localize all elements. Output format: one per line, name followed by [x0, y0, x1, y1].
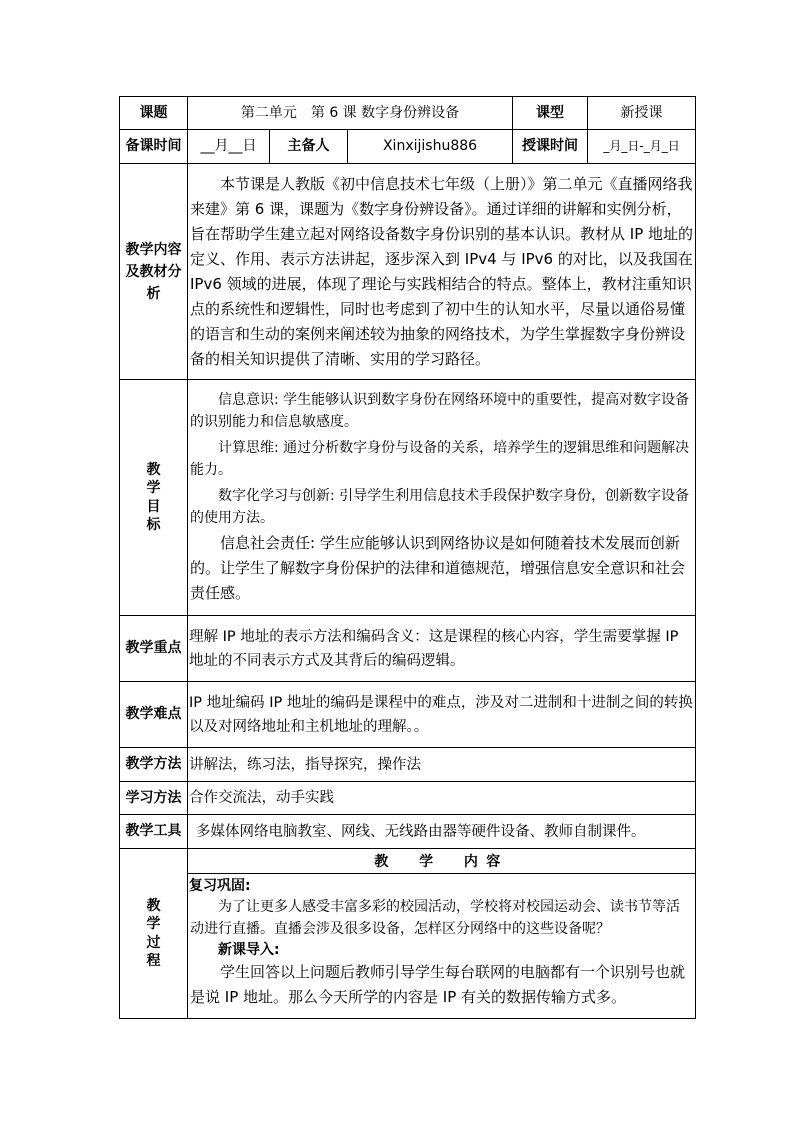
key-points-row	[120, 616, 696, 682]
intro-heading: 新课导入:	[218, 942, 280, 959]
topic-value: 第二单元 第 6 课 数字身份辨设备	[188, 97, 513, 130]
topic-row	[120, 97, 696, 130]
process-row	[120, 849, 696, 1019]
process-label-char: 学	[146, 916, 161, 933]
topic-label: 课题	[120, 97, 188, 130]
preparer-value: Xinxijishu886	[348, 130, 513, 164]
goal-item: 计算思维: 通过分析数字身份与设备的关系，培养学生的逻辑思维和问题解决能力。	[190, 440, 690, 478]
prep-time-label: 备课时间	[120, 130, 188, 164]
tools-label: 教学工具	[120, 815, 188, 849]
tools-cell	[188, 815, 696, 849]
key-points-cell	[188, 616, 696, 682]
teach-time-value: _月_日-_月_日	[588, 130, 696, 164]
intro-text: 学生回答以上问题后教师引导学生每台联网的电脑都有一个识别号也就是说 IP 地址。那么今天所学的内容是 IP 有关的数据传输方式多。	[190, 963, 686, 1007]
goals-label-char: 目	[146, 498, 161, 515]
goals-row	[120, 380, 696, 616]
analysis-row	[120, 164, 696, 380]
difficulties-row	[120, 682, 696, 748]
lesson-plan-table	[119, 96, 696, 1019]
analysis-label: 教学内容及教材分析	[120, 164, 188, 380]
methods-label: 教学方法	[120, 748, 188, 782]
goals-label	[120, 380, 188, 616]
goal-item: 数字化学习与创新: 引导学生利用信息技术手段保护数字身份，创新数字设备的使用方法。	[190, 488, 690, 526]
teach-time-label: 授课时间	[513, 130, 588, 164]
tools-text: 多媒体网络电脑教室、网线、无线路由器等硬件设备、教师自制课件。	[196, 823, 646, 840]
difficulties-text: IP 地址编码 IP 地址的编码是课程中的难点，涉及对二进制和十进制之间的转换以及对网络地址和主机地址的理解。。	[189, 694, 693, 735]
learning-text: 合作交流法，动手实践	[189, 790, 334, 806]
goal-item: 信息社会责任: 学生应能够认识到网络协议是如何随着技术发展而创新的。让学生了解数字身份保护的法律和道德规范，增强信息安全意识和社会责任感。	[190, 534, 686, 602]
learning-cell	[188, 782, 696, 815]
key-points-text: 理解 IP 地址的表示方法和编码含义：这是课程的核心内容，学生需要掌握 IP 地址的不同表示方式及其背后的编码逻辑。	[189, 628, 679, 669]
analysis-cell	[188, 164, 696, 380]
process-label-char: 教	[146, 898, 161, 915]
goals-cell	[188, 380, 696, 616]
content-title: 教 学 内容	[374, 854, 509, 870]
process-divider	[188, 873, 695, 874]
methods-row	[120, 748, 696, 782]
difficulties-cell	[188, 682, 696, 748]
type-value: 新授课	[588, 97, 696, 130]
learning-label: 学习方法	[120, 782, 188, 815]
process-label	[120, 849, 188, 1019]
preparer-label: 主备人	[270, 130, 348, 164]
learning-row	[120, 782, 696, 815]
goals-label-char: 标	[146, 516, 161, 533]
methods-text: 讲解法，练习法，指导探究，操作法	[189, 756, 421, 773]
type-label: 课型	[513, 97, 588, 130]
process-label-char: 过	[146, 934, 161, 951]
key-points-label: 教学重点	[120, 616, 188, 682]
tools-row	[120, 815, 696, 849]
prep-time-value: __月__日	[188, 130, 270, 164]
review-text: 为了让更多人感受丰富多彩的校园活动，学校将对校园运动会、读书节等活动进行直播。直播会涉及很多设备，怎样区分网络中的这些设备呢？	[190, 899, 680, 938]
goal-item: 信息意识: 学生能够认识到数字身份在网络环境中的重要性，提高对数字设备的识别能力和信息敏感度。	[190, 392, 690, 430]
methods-cell	[188, 748, 696, 782]
process-cell	[188, 849, 696, 1019]
goals-label-char: 教	[146, 462, 161, 479]
goals-label-char: 学	[146, 480, 161, 497]
review-heading: 复习巩固:	[189, 878, 251, 895]
analysis-text: 本节课是人教版《初中信息技术七年级（上册）》第二单元《直播网络我来建》第 6 课，课题为《数字身份辨设备》。通过详细的讲解和实例分析，旨在帮助学生建立起对网络设备数字身份识别的基本认识。教材从 IP 地址的定义、作用、表示方法讲起，逐步深入到 IPv4 与 IPv6 的对比，以及我国在 IPv6 领域的进展，体现了理论与实践相结合的特点。整体上，教材注重知识点的系统性和逻辑性，同时也考虑到了初中生的认知水平，尽量以通俗易懂的语言和生动的案例来阐述较为抽象的网络技术，为学生掌握数字身份辨设备的相关知识提供了清晰、实用的学习路径。	[190, 174, 694, 368]
prep-row	[120, 130, 696, 164]
difficulties-label: 教学难点	[120, 682, 188, 748]
process-label-char: 程	[146, 952, 161, 969]
